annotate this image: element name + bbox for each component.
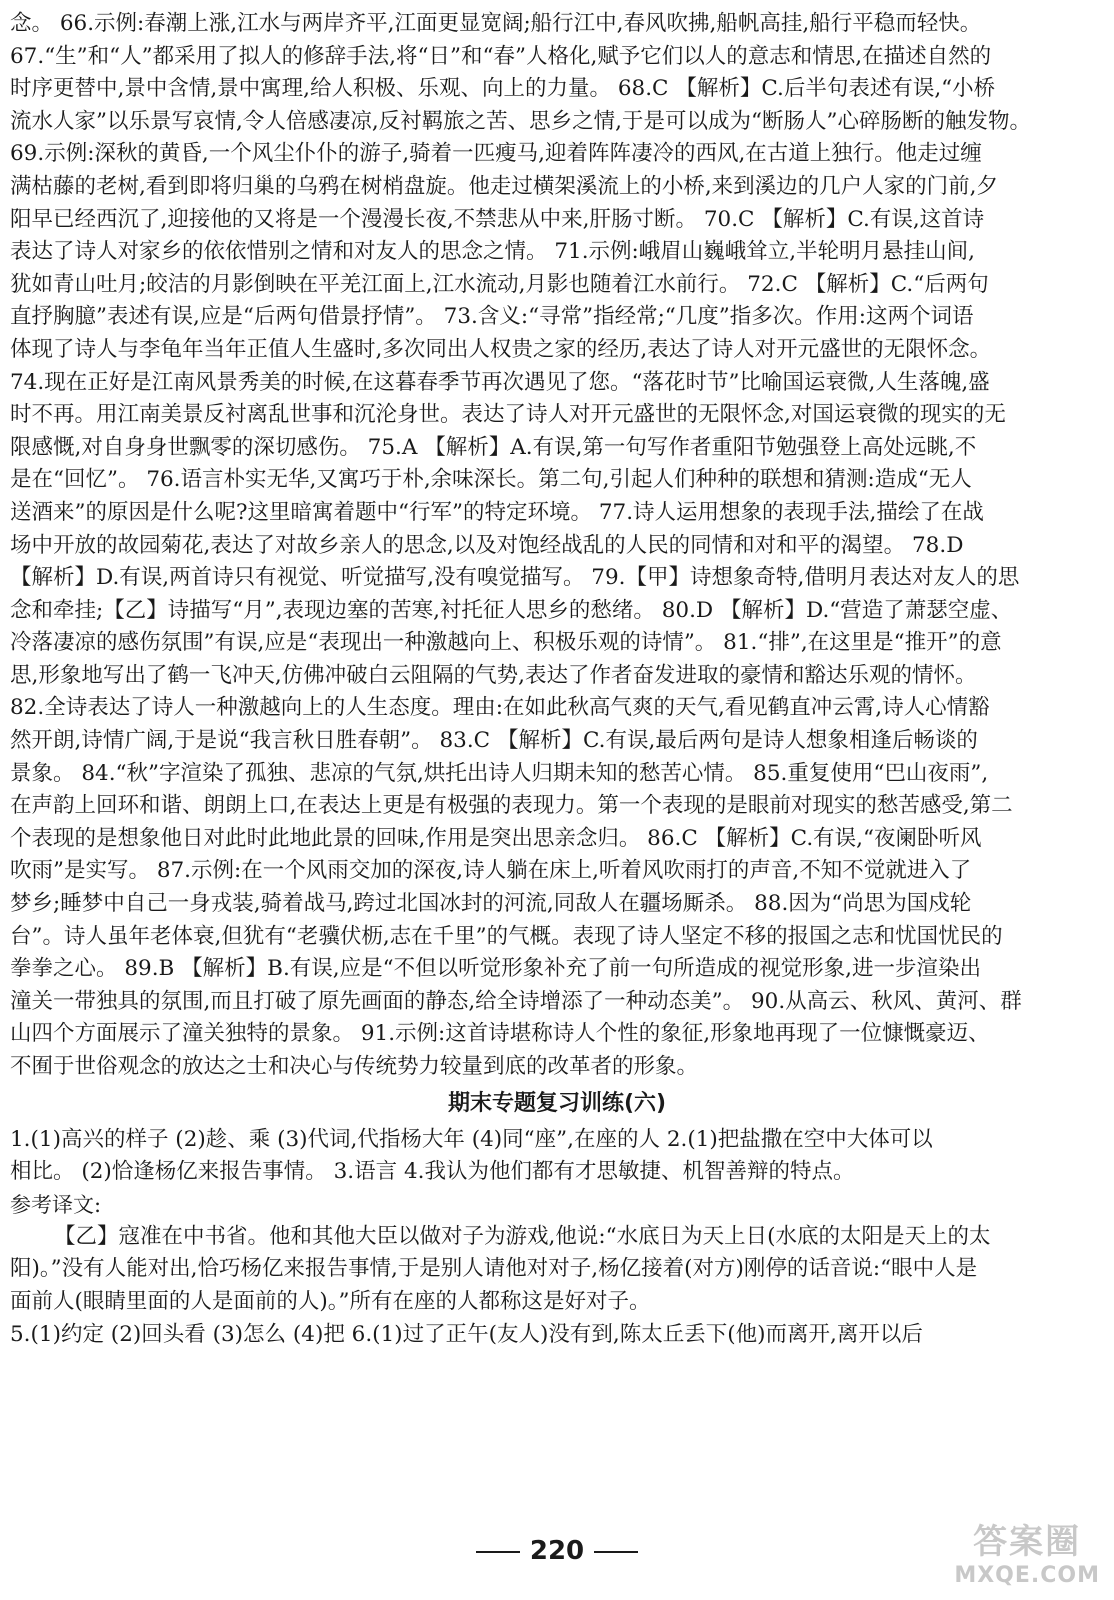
translation-heading: 参考译文:	[10, 1192, 102, 1217]
text-line: 82.全诗表达了诗人一种激越向上的人生态度。理由:在如此秋高气爽的天气,看见鹤直冲云霄,诗人心情豁	[10, 695, 990, 721]
text-line: 74.现在正好是江南风景秀美的时候,在这暮春季节再次遇见了您。“落花时节”比喻国运衰微,人生落魄,盛	[10, 369, 990, 395]
translation-text	[10, 1221, 1104, 1319]
last-answer-line: 5.(1)约定 (2)回头看 (3)怎么 (4)把 6.(1)过了正午(友人)没有到,陈太丘丢下(他)而离开,离开以后	[10, 1321, 923, 1347]
answer-text	[10, 8, 1104, 1084]
text-line: 流水人家”以乐景写哀情,令人倍感凄凉,反衬羁旅之苦、思乡之情,于是可以成为“断肠人”心碎肠断的触发物。	[10, 108, 1031, 134]
section-line: 相比。 (2)恰逢杨亿来报告事情。 3.语言 4.我认为他们都有才思敏捷、机智善辩的特点。	[10, 1159, 855, 1185]
section-title: 期末专题复习训练(六)	[447, 1090, 667, 1116]
text-line: 阳早已经西沉了,迎接他的又将是一个漫漫长夜,不禁悲从中来,肝肠寸断。 70.C 【解析】C.有误,这首诗	[10, 206, 985, 232]
watermark-top: 答案圈	[973, 1522, 1082, 1562]
translation-line: 【乙】寇准在中书省。他和其他大臣以做对子为游戏,他说:“水底日为天上日(水底的太阳是天上的太	[54, 1223, 991, 1249]
text-line: 【解析】D.有误,两首诗只有视觉、听觉描写,没有嗅觉描写。 79.【甲】诗想象奇特,借明月表达对友人的思	[10, 565, 1020, 591]
text-line: 体现了诗人与李龟年当年正值人生盛时,多次同出人权贵之家的经历,表达了诗人对开元盛世的无限怀念。	[10, 336, 992, 362]
text-line: 景象。 84.“秋”字渲染了孤独、悲凉的气氛,烘托出诗人归期未知的愁苦心情。 85.重复使用“巴山夜雨”,	[10, 760, 989, 786]
text-line: 满枯藤的老树,看到即将归巢的乌鸦在树梢盘旋。他走过横架溪流上的小桥,来到溪边的几户人家的门前,夕	[10, 173, 999, 199]
translation-line: 阳)。”没有人能对出,恰巧杨亿来报告事情,于是别人请他对对子,杨亿接着(对方)刚停的话音说:“眼中人是	[10, 1256, 978, 1282]
text-line: 67.“生”和“人”都采用了拟人的修辞手法,将“日”和“春”人格化,赋予它们以人的意志和情思,在描述自然的	[10, 43, 992, 69]
left-dash	[476, 1551, 520, 1553]
text-line: 思,形象地写出了鹤一飞冲天,仿佛冲破白云阻隔的气势,表达了作者奋发进取的豪情和豁达乐观的情怀。	[10, 662, 977, 688]
text-line: 时不再。用江南美景反衬离乱世事和沉沦身世。表达了诗人对开元盛世的无限怀念,对国运衰微的现实的无	[10, 402, 1006, 428]
text-line: 场中开放的故园菊花,表达了对故乡亲人的思念,以及对饱经战乱的人民的同情和对和平的渴望。 78.D	[10, 532, 964, 558]
text-line: 潼关一带独具的氛围,而且打破了原先画面的静态,给全诗增添了一种动态美”。 90.从高云、秋风、黄河、群	[10, 988, 1022, 1014]
watermark-bottom: MXQE.COM	[954, 1563, 1100, 1588]
text-line: 限感慨,对自身身世飘零的深切感伤。 75.A 【解析】A.有误,第一句写作者重阳节勉强登上高处远眺,不	[10, 434, 977, 460]
right-dash	[594, 1551, 638, 1553]
text-line: 念和牵挂;【乙】诗描写“月”,表现边塞的苦寒,衬托征人思乡的愁绪。 80.D 【解析】D.“营造了萧瑟空虚、	[10, 597, 1013, 623]
text-line: 时序更替中,景中含情,景中寓理,给人积极、乐观、向上的力量。 68.C 【解析】C.后半句表述有误,“小桥	[10, 76, 996, 102]
text-line: 梦乡;睡梦中自己一身戎装,骑着战马,跨过北国冰封的河流,同敌人在疆场厮杀。 88.因为“尚思为国戍轮	[10, 891, 972, 917]
text-line: 69.示例:深秋的黄昏,一个风尘仆仆的游子,骑着一匹瘦马,迎着阵阵凄冷的西风,在古道上独行。他走过缠	[10, 141, 982, 167]
text-line: 拳拳之心。 89.B 【解析】B.有误,应是“不但以听觉形象补充了前一句所造成的视觉形象,进一步渲染出	[10, 956, 981, 982]
translation-line: 面前人(眼睛里面的人是面前的人)。”所有在座的人都称这是好对子。	[10, 1288, 651, 1314]
text-line: 山四个方面展示了潼关独特的景象。 91.示例:这首诗堪称诗人个性的象征,形象地再现了一位慷慨豪迈、	[10, 1021, 990, 1047]
text-line: 是在“回忆”。 76.语言朴实无华,又寓巧于朴,余味深长。第二句,引起人们种种的联想和猜测:造成“无人	[10, 467, 972, 493]
text-line: 台”。诗人虽年老体衰,但犹有“老骥伏枥,志在千里”的气概。表现了诗人坚定不移的报国之志和忧国忧民的	[10, 923, 1003, 949]
text-line: 犹如青山吐月;皎洁的月影倒映在平羌江面上,江水流动,月影也随着江水前行。 72.C 【解析】C.“后两句	[10, 271, 989, 297]
page-number-footer	[0, 1536, 1114, 1566]
section-line: 1.(1)高兴的样子 (2)趁、乘 (3)代词,代指杨大年 (4)同“座”,在座的人 2.(1)把盐撒在空中大体可以	[10, 1126, 933, 1152]
text-line: 表达了诗人对家乡的依依惜别之情和对友人的思念之情。 71.示例:峨眉山巍峨耸立,半轮明月悬挂山间,	[10, 239, 975, 265]
text-line: 个表现的是想象他日对此时此地此景的回味,作用是突出思亲念归。 86.C 【解析】C.有误,“夜阑卧听风	[10, 825, 982, 851]
text-line: 在声韵上回环和谐、朗朗上口,在表达上更是有极强的表现力。第一个表现的是眼前对现实的愁苦感受,第二	[10, 793, 1013, 819]
text-line: 送酒来”的原因是什么呢?这里暗寓着题中“行军”的特定环境。 77.诗人运用想象的表现手法,描绘了在战	[10, 499, 984, 525]
text-line: 直抒胸臆”表述有误,应是“后两句借景抒情”。 73.含义:“寻常”指经常;“几度”指多次。作用:这两个词语	[10, 304, 974, 330]
answer-page	[10, 8, 1104, 1351]
text-line: 冷落凄凉的感伤氛围”有误,应是“表现出一种激越向上、积极乐观的诗情”。 81.“排”,在这里是“推开”的意	[10, 630, 1002, 656]
text-line: 吹雨”是实写。 87.示例:在一个风雨交加的深夜,诗人躺在床上,听着风吹雨打的声音,不知不觉就进入了	[10, 858, 972, 884]
text-line: 然开朗,诗情广阔,于是说“我言秋日胜春朝”。 83.C 【解析】C.有误,最后两句是诗人想象相逢后畅谈的	[10, 728, 978, 754]
page-number: 220	[529, 1536, 585, 1566]
watermark-logo	[954, 1514, 1100, 1588]
text-line: 不囿于世俗观念的放达之士和决心与传统势力较量到底的改革者的形象。	[10, 1054, 699, 1079]
text-line: 念。 66.示例:春潮上涨,江水与两岸齐平,江面更显宽阔;船行江中,春风吹拂,船帆高挂,船行平稳而轻快。	[10, 11, 982, 36]
section-answers	[10, 1124, 1104, 1189]
